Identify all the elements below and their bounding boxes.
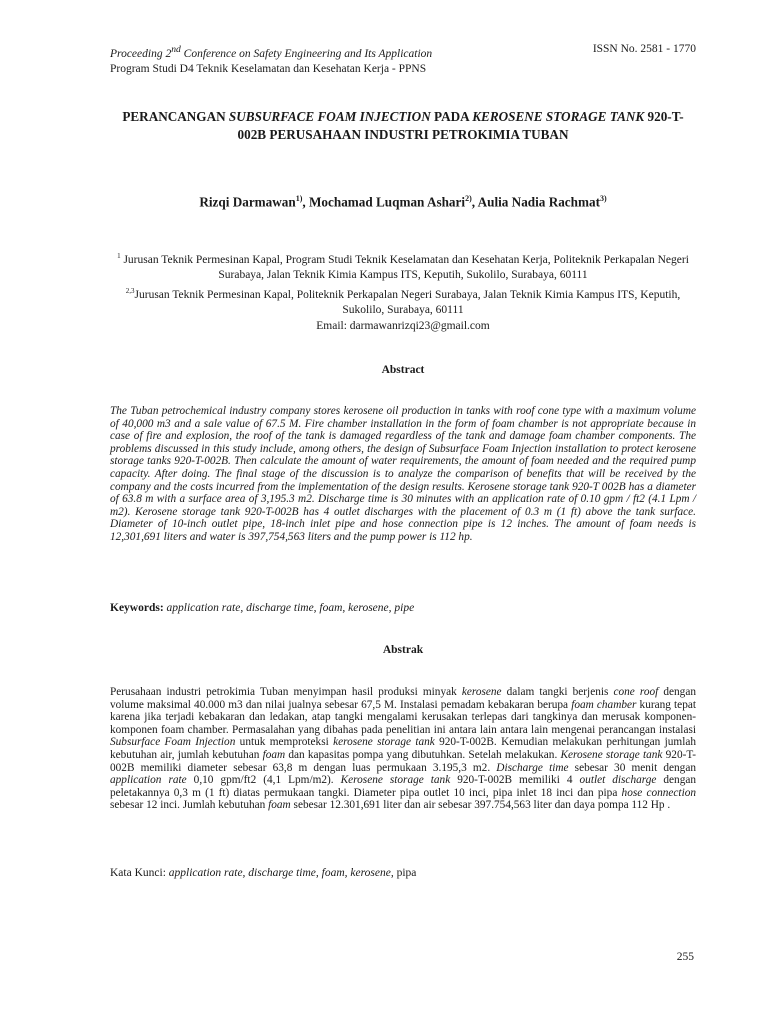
paper-title: PERANCANGAN SUBSURFACE FOAM INJECTION PADA KEROSENE STORAGE TANK 920-T-002B PERUSAHAAN INDUSTRI PETROKIMIA TUBAN	[122, 109, 684, 142]
page-number: 255	[676, 951, 694, 963]
conference-name: Proceeding 2nd Conference on Safety Engineering and Its Application	[110, 44, 433, 60]
affiliation-2: $^{2,3}$Jurusan Teknik Permesinan Kapal, Politeknik Perkapalan Negeri Surabaya, Jalan Teknik Kimia Kampus ITS, Keputih, Sukolilo, Surabaya, 60111	[125, 286, 681, 317]
affiliation-1: $^1$ Jurusan Teknik Permesinan Kapal, Program Studi Teknik Keselamatan dan Kesehatan Kerja, Politeknik Perkapalan Negeri Surabaya, Jalan Teknik Kimia Kampus ITS, Keputih, Sukolilo, Surabaya, 60111	[117, 252, 689, 282]
abstract-body: The Tuban petrochemical industry company stores kerosene oil production in tanks with roof cone type with a maximum volume of 40,000 m3 and a sale value of 67.5 M. Fire chamber installation in the form of foam chamber is not appropriate because in case of fire and explosion, the roof of the tank is damaged regardless of the tank and damage foam chamber components. The problems discussed in this study include, among others, the design of Subsurface Foam Injection installation to protect kerosene storage tanks 920-T-002B. Then calculate the amount of water requirements, the amount of foam needed and the required pump capacity. After doing. The final stage of the discussion is to analyze the comparison of benefits that will be received by the company and the costs incurred from the implementation of the design results. Kerosene storage tank 920-T 002B has a diameter of 63.8 m with a surface area of 3,195.3 m2. Discharge time is 30 minutes with an application rate of 0.10 gpm / ft2 (4.1 Lpm / m2). Kerosene storage tank 920-T-002B has 4 outlet discharges with the placement of 0.3 m (1 ft) above the tank surface. Diameter of 10-inch outlet pipe, 18-inch inlet pipe and hose connection pipe is 12 inches. The amount of foam needs is 12,301,691 liters and water is 397,754,563 liters and the pump power is 112 hp.	[110, 405, 696, 543]
affiliations	[110, 249, 696, 319]
abstract-heading: Abstract	[381, 364, 425, 376]
author-email: Email: darmawanrizqi23@gmail.com	[316, 320, 490, 332]
abstrak-body: Perusahaan industri petrokimia Tuban menyimpan hasil produksi minyak kerosene dalam tangki berjenis cone roof dengan volume maksimal 40.000 m3 dan nilai jualnya sebesar 67,5 M. Instalasi pemadam kebakaran berupa foam chamber kurang tepat karena jika terjadi kebakaran dan ledakan, atap tangki mengalami kerusakan terlepas dari tangkinya dan merusak komponen-komponen foam chamber. Permasalahan yang dibahas pada penelitian ini antara lain antara lain mengenai perancangan instalasi Subsurface Foam Injection untuk memproteksi kerosene storage tank 920-T-002B. Kemudian melakukan perhitungan jumlah kebutuhan air, jumlah kebutuhan foam dan kapasitas pompa yang dibutuhkan. Setelah melakukan. Kerosene storage tank 920-T-002B memiliki diameter sebesar 63,8 m dengan luas permukaan 3.195,3 m2. Discharge time sebesar 30 menit dengan application rate 0,10 gpm/ft2 (4,1 Lpm/m2). Kerosene storage tank 920-T-002B memiliki 4 outlet discharge dengan peletakannya 0,3 m (1 ft) diatas permukaan tangki. Diameter pipa outlet 10 inci, pipa inlet 18 inci dan pipa hose connection sebesar 12 inci. Jumlah kebutuhan foam sebesar 12.301,691 liter dan air sebesar 397.754,563 liter dan daya pompa 112 Hp .	[110, 686, 697, 812]
abstrak-heading: Abstrak	[382, 644, 424, 656]
running-header	[110, 42, 696, 77]
program-name: Program Studi D4 Teknik Keselamatan dan Kesehatan Kerja - PPNS	[110, 62, 427, 75]
keywords: Keywords: application rate, discharge time, foam, kerosene, pipe	[110, 602, 415, 614]
author-list: Rizqi Darmawan$^{1)}$, Mochamad Luqman Ashari$^{2)}$, Aulia Nadia Rachmat$^{3)}$	[199, 194, 607, 210]
kata-kunci: Kata Kunci: application rate, discharge time, foam, kerosene, pipa	[110, 867, 417, 879]
issn-number: ISSN No. 2581 - 1770	[592, 43, 696, 55]
